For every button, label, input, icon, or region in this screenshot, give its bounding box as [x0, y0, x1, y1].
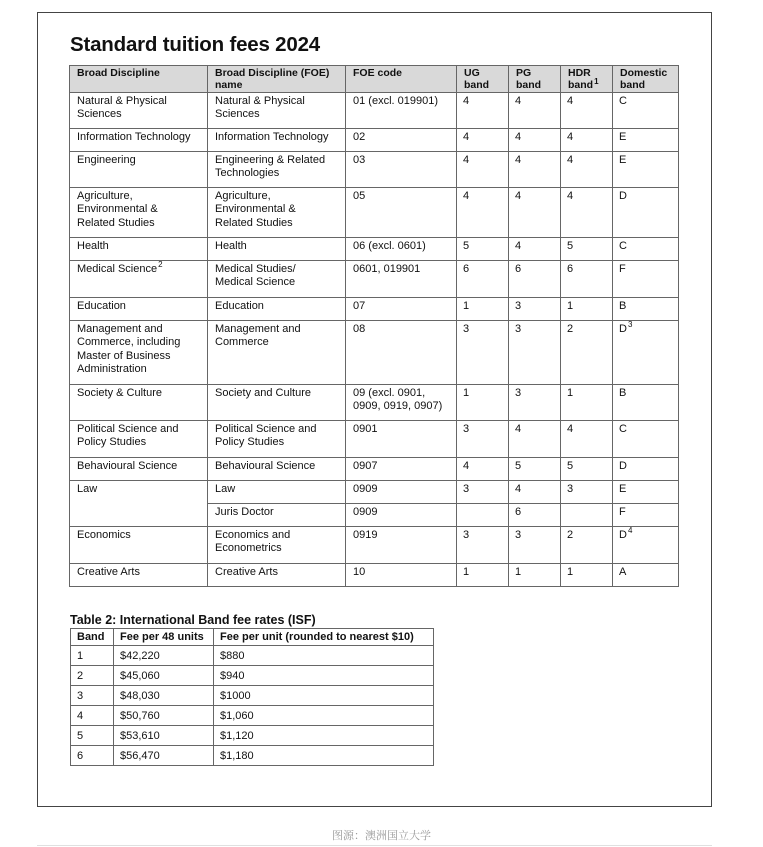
ug-band-cell — [457, 385, 509, 421]
ug-band-text: 1 — [463, 387, 470, 399]
domestic-band-cell — [613, 188, 679, 238]
foe-name-cell — [208, 129, 346, 152]
hdr-band-text: 4 — [567, 131, 574, 143]
isf-band-cell: 4 — [71, 706, 114, 726]
discipline-text: Medical Science — [77, 263, 158, 275]
foe-name-text: Natural & Physical Sciences — [215, 95, 305, 121]
foe-name-text: Economics and Econometrics — [215, 529, 291, 555]
foe-code-text: 01 (excl. 019901) — [353, 95, 438, 107]
hdr-band-text: 1 — [567, 387, 574, 399]
domestic-band-cell — [613, 261, 679, 298]
footnote-marker: 4 — [627, 526, 633, 536]
ug-band-text: 3 — [463, 483, 470, 495]
ug-band-text: 6 — [463, 263, 470, 275]
discipline-text: Management and Commerce, including Master of Business Administration — [77, 323, 181, 376]
domestic-band-cell — [613, 93, 679, 129]
discipline-cell — [70, 481, 208, 527]
pg-band-text: 3 — [515, 529, 522, 541]
discipline-cell — [70, 261, 208, 298]
isf-fee-per-unit-cell: $940 — [214, 666, 434, 686]
ug-band-cell — [457, 564, 509, 587]
ug-band-text: 1 — [463, 566, 470, 578]
foe-name-text: Education — [215, 300, 264, 312]
table-row — [70, 129, 679, 152]
foe-code-text: 08 — [353, 323, 366, 335]
domestic-band-cell — [613, 152, 679, 188]
hdr-band-text: 4 — [567, 154, 574, 166]
foe-code-cell — [346, 481, 457, 504]
foe-name-cell — [208, 93, 346, 129]
hdr-band-text: 5 — [567, 240, 574, 252]
table-row — [70, 238, 679, 261]
ug-band-cell — [457, 458, 509, 481]
ug-band-cell — [457, 152, 509, 188]
discipline-cell — [70, 298, 208, 321]
foe-code-cell — [346, 564, 457, 587]
discipline-text: Law — [77, 483, 98, 495]
foe-name-text: Juris Doctor — [215, 506, 274, 518]
pg-band-text: 3 — [515, 300, 522, 312]
pg-band-cell — [509, 152, 561, 188]
foe-name-cell — [208, 421, 346, 458]
isf-header-cell: Fee per 48 units — [114, 629, 214, 646]
discipline-text: Natural & Physical Sciences — [77, 95, 167, 121]
isf-header-cell: Band — [71, 629, 114, 646]
ug-band-text: 3 — [463, 423, 470, 435]
foe-name-cell — [208, 321, 346, 385]
domestic-band-cell — [613, 564, 679, 587]
hdr-band-text: 5 — [567, 460, 574, 472]
foe-code-cell — [346, 504, 457, 527]
hdr-band-cell — [561, 527, 613, 564]
foe-name-text: Agriculture, Environmental & Related Studies — [215, 190, 296, 229]
isf-fee-48-units-cell: $50,760 — [114, 706, 214, 726]
foe-name-text: Society and Culture — [215, 387, 311, 399]
foe-code-cell — [346, 421, 457, 458]
domestic-band-text: E — [619, 154, 627, 166]
isf-fee-48-units-cell: $42,220 — [114, 646, 214, 666]
foe-code-text: 0601, 019901 — [353, 263, 421, 275]
hdr-band-text: 4 — [567, 95, 574, 107]
domestic-band-text: C — [619, 95, 627, 107]
hdr-band-cell — [561, 152, 613, 188]
pg-band-text: 4 — [515, 483, 522, 495]
foe-name-cell — [208, 188, 346, 238]
foe-code-text: 07 — [353, 300, 366, 312]
hdr-band-text: 3 — [567, 483, 574, 495]
domestic-band-cell — [613, 298, 679, 321]
pg-band-cell — [509, 527, 561, 564]
isf-fee-per-unit-cell: $1000 — [214, 686, 434, 706]
discipline-cell — [70, 321, 208, 385]
foe-name-cell — [208, 458, 346, 481]
header-foe-name: Broad Discipline (FOE) name — [208, 66, 346, 93]
isf-table-row — [71, 666, 434, 686]
isf-band-cell: 3 — [71, 686, 114, 706]
ug-band-text: 3 — [463, 323, 470, 335]
discipline-text: Society & Culture — [77, 387, 162, 399]
isf-table-row — [71, 686, 434, 706]
page-title: Standard tuition fees 2024 — [70, 33, 320, 56]
foe-name-cell — [208, 261, 346, 298]
foe-code-cell — [346, 238, 457, 261]
discipline-cell — [70, 527, 208, 564]
domestic-band-cell — [613, 421, 679, 458]
ug-band-text: 1 — [463, 300, 470, 312]
foe-name-text: Engineering & Related Technologies — [215, 154, 326, 180]
pg-band-cell — [509, 421, 561, 458]
domestic-band-text: D — [619, 323, 627, 335]
pg-band-cell — [509, 298, 561, 321]
discipline-cell — [70, 385, 208, 421]
table-row — [70, 564, 679, 587]
isf-table-body — [71, 646, 434, 766]
pg-band-cell — [509, 93, 561, 129]
pg-band-cell — [509, 238, 561, 261]
discipline-cell — [70, 421, 208, 458]
pg-band-text: 4 — [515, 423, 522, 435]
foe-code-cell — [346, 298, 457, 321]
foe-name-cell — [208, 385, 346, 421]
discipline-text: Information Technology — [77, 131, 191, 143]
header-hdr-footnote: 1 — [594, 76, 599, 86]
foe-code-cell — [346, 152, 457, 188]
foe-name-text: Information Technology — [215, 131, 329, 143]
foe-name-cell — [208, 152, 346, 188]
header-foe-code: FOE code — [346, 66, 457, 93]
foe-code-cell — [346, 527, 457, 564]
header-ug-band: UG band — [457, 66, 509, 93]
domestic-band-text: D — [619, 460, 627, 472]
hdr-band-text: 2 — [567, 323, 574, 335]
pg-band-text: 4 — [515, 131, 522, 143]
domestic-band-cell — [613, 129, 679, 152]
footnote-marker: 2 — [158, 260, 163, 270]
discipline-text: Behavioural Science — [77, 460, 178, 472]
header-hdr-label: HDR band — [568, 67, 594, 91]
domestic-band-cell — [613, 321, 679, 385]
isf-fee-per-unit-cell: $1,180 — [214, 746, 434, 766]
table-row — [70, 458, 679, 481]
table-row — [70, 421, 679, 458]
foe-name-cell — [208, 298, 346, 321]
foe-code-cell — [346, 458, 457, 481]
isf-fee-table — [70, 628, 434, 766]
foe-name-text: Creative Arts — [215, 566, 278, 578]
header-hdr-band — [561, 66, 613, 93]
foe-name-text: Behavioural Science — [215, 460, 316, 472]
foe-code-text: 0909 — [353, 483, 378, 495]
domestic-band-cell — [613, 385, 679, 421]
table-row — [70, 93, 679, 129]
foe-code-text: 03 — [353, 154, 366, 166]
pg-band-text: 1 — [515, 566, 522, 578]
discipline-text: Creative Arts — [77, 566, 140, 578]
domestic-band-text: E — [619, 483, 627, 495]
foe-code-text: 06 (excl. 0601) — [353, 240, 426, 252]
domestic-band-cell — [613, 504, 679, 527]
foe-code-text: 10 — [353, 566, 366, 578]
domestic-band-text: F — [619, 263, 626, 275]
isf-fee-48-units-cell: $48,030 — [114, 686, 214, 706]
hdr-band-text: 4 — [567, 423, 574, 435]
isf-band-cell: 5 — [71, 726, 114, 746]
isf-fee-48-units-cell: $45,060 — [114, 666, 214, 686]
table-row — [70, 152, 679, 188]
ug-band-cell — [457, 129, 509, 152]
ug-band-cell — [457, 261, 509, 298]
ug-band-cell — [457, 188, 509, 238]
isf-header-cell: Fee per unit (rounded to nearest $10) — [214, 629, 434, 646]
isf-table-row — [71, 746, 434, 766]
hdr-band-cell — [561, 504, 613, 527]
domestic-band-text: E — [619, 131, 627, 143]
discipline-cell — [70, 564, 208, 587]
ug-band-text: 4 — [463, 190, 470, 202]
foe-name-text: Law — [215, 483, 236, 495]
table-row — [70, 385, 679, 421]
hdr-band-cell — [561, 481, 613, 504]
hdr-band-cell — [561, 298, 613, 321]
ug-band-cell — [457, 93, 509, 129]
hdr-band-text: 6 — [567, 263, 574, 275]
hdr-band-text: 2 — [567, 529, 574, 541]
foe-code-cell — [346, 385, 457, 421]
foe-name-cell — [208, 481, 346, 504]
header-domestic-band: Domestic band — [613, 66, 679, 93]
pg-band-text: 4 — [515, 190, 522, 202]
domestic-band-text: C — [619, 423, 627, 435]
discipline-text: Political Science and Policy Studies — [77, 423, 179, 449]
discipline-text: Education — [77, 300, 126, 312]
foe-name-text: Health — [215, 240, 247, 252]
header-broad-discipline: Broad Discipline — [70, 66, 208, 93]
hdr-band-cell — [561, 421, 613, 458]
discipline-cell — [70, 93, 208, 129]
hdr-band-cell — [561, 385, 613, 421]
table-header-row — [70, 66, 679, 93]
pg-band-text: 4 — [515, 154, 522, 166]
discipline-cell — [70, 129, 208, 152]
ug-band-cell — [457, 298, 509, 321]
pg-band-cell — [509, 129, 561, 152]
isf-band-cell: 1 — [71, 646, 114, 666]
hdr-band-cell — [561, 564, 613, 587]
hdr-band-cell — [561, 458, 613, 481]
pg-band-text: 6 — [515, 506, 522, 518]
pg-band-cell — [509, 385, 561, 421]
domestic-band-text: F — [619, 506, 626, 518]
foe-code-text: 0901 — [353, 423, 378, 435]
pg-band-cell — [509, 504, 561, 527]
isf-fee-48-units-cell: $53,610 — [114, 726, 214, 746]
isf-band-cell: 6 — [71, 746, 114, 766]
hdr-band-cell — [561, 261, 613, 298]
domestic-band-cell — [613, 527, 679, 564]
hdr-band-cell — [561, 238, 613, 261]
foe-code-cell — [346, 93, 457, 129]
footnote-marker: 3 — [627, 320, 633, 330]
ug-band-text: 5 — [463, 240, 470, 252]
foe-code-text: 09 (excl. 0901, 0909, 0919, 0907) — [353, 387, 443, 413]
foe-code-cell — [346, 188, 457, 238]
discipline-cell — [70, 238, 208, 261]
foe-name-text: Medical Studies/ Medical Science — [215, 263, 296, 289]
domestic-band-cell — [613, 458, 679, 481]
header-pg-band: PG band — [509, 66, 561, 93]
foe-code-cell — [346, 129, 457, 152]
pg-band-cell — [509, 481, 561, 504]
discipline-cell — [70, 152, 208, 188]
hdr-band-cell — [561, 321, 613, 385]
domestic-band-text: A — [619, 566, 627, 578]
foe-code-text: 05 — [353, 190, 366, 202]
discipline-text: Economics — [77, 529, 131, 541]
ug-band-cell — [457, 527, 509, 564]
hdr-band-text: 4 — [567, 190, 574, 202]
discipline-cell — [70, 458, 208, 481]
hdr-band-text: 1 — [567, 566, 574, 578]
hdr-band-cell — [561, 93, 613, 129]
isf-header-row — [71, 629, 434, 646]
isf-table-title: Table 2: International Band fee rates (ISF) — [70, 613, 316, 627]
pg-band-cell — [509, 458, 561, 481]
pg-band-text: 4 — [515, 240, 522, 252]
foe-name-cell — [208, 238, 346, 261]
fees-table-body — [70, 93, 679, 587]
ug-band-text: 4 — [463, 154, 470, 166]
foe-code-cell — [346, 261, 457, 298]
pg-band-text: 5 — [515, 460, 522, 472]
isf-band-cell: 2 — [71, 666, 114, 686]
pg-band-cell — [509, 188, 561, 238]
table-row — [70, 481, 679, 504]
table-row — [70, 261, 679, 298]
discipline-text: Agriculture, Environmental & Related Studies — [77, 190, 158, 229]
foe-name-text: Political Science and Policy Studies — [215, 423, 317, 449]
domestic-band-text: C — [619, 240, 627, 252]
isf-fee-48-units-cell: $56,470 — [114, 746, 214, 766]
foe-code-text: 0907 — [353, 460, 378, 472]
table-row — [70, 188, 679, 238]
ug-band-cell — [457, 421, 509, 458]
foe-code-text: 0909 — [353, 506, 378, 518]
ug-band-text: 4 — [463, 460, 470, 472]
image-source-caption: 图源：澳洲国立大学 — [332, 830, 431, 842]
isf-table-row — [71, 726, 434, 746]
pg-band-text: 4 — [515, 95, 522, 107]
foe-name-cell — [208, 564, 346, 587]
ug-band-text: 4 — [463, 95, 470, 107]
ug-band-text: 4 — [463, 131, 470, 143]
domestic-band-text: D — [619, 529, 627, 541]
pg-band-cell — [509, 321, 561, 385]
isf-fee-per-unit-cell: $880 — [214, 646, 434, 666]
foe-code-text: 0919 — [353, 529, 378, 541]
isf-fee-per-unit-cell: $1,060 — [214, 706, 434, 726]
discipline-cell — [70, 188, 208, 238]
domestic-band-cell — [613, 238, 679, 261]
domestic-band-cell — [613, 481, 679, 504]
foe-name-text: Management and Commerce — [215, 323, 301, 349]
table-row — [70, 298, 679, 321]
tuition-fees-table — [69, 65, 679, 587]
hdr-band-text: 1 — [567, 300, 574, 312]
isf-fee-per-unit-cell: $1,120 — [214, 726, 434, 746]
pg-band-cell — [509, 261, 561, 298]
ug-band-cell — [457, 238, 509, 261]
foe-code-text: 02 — [353, 131, 366, 143]
pg-band-text: 3 — [515, 323, 522, 335]
hdr-band-cell — [561, 188, 613, 238]
isf-table-row — [71, 646, 434, 666]
table-row — [70, 527, 679, 564]
discipline-text: Health — [77, 240, 109, 252]
ug-band-cell — [457, 504, 509, 527]
ug-band-cell — [457, 321, 509, 385]
pg-band-text: 6 — [515, 263, 522, 275]
foe-name-cell — [208, 527, 346, 564]
domestic-band-text: D — [619, 190, 627, 202]
hdr-band-cell — [561, 129, 613, 152]
domestic-band-text: B — [619, 387, 627, 399]
discipline-text: Engineering — [77, 154, 136, 166]
pg-band-cell — [509, 564, 561, 587]
domestic-band-text: B — [619, 300, 627, 312]
pg-band-text: 3 — [515, 387, 522, 399]
isf-table-row — [71, 706, 434, 726]
ug-band-cell — [457, 481, 509, 504]
foe-name-cell — [208, 504, 346, 527]
foe-code-cell — [346, 321, 457, 385]
ug-band-text: 3 — [463, 529, 470, 541]
table-row — [70, 321, 679, 385]
divider — [37, 845, 712, 846]
